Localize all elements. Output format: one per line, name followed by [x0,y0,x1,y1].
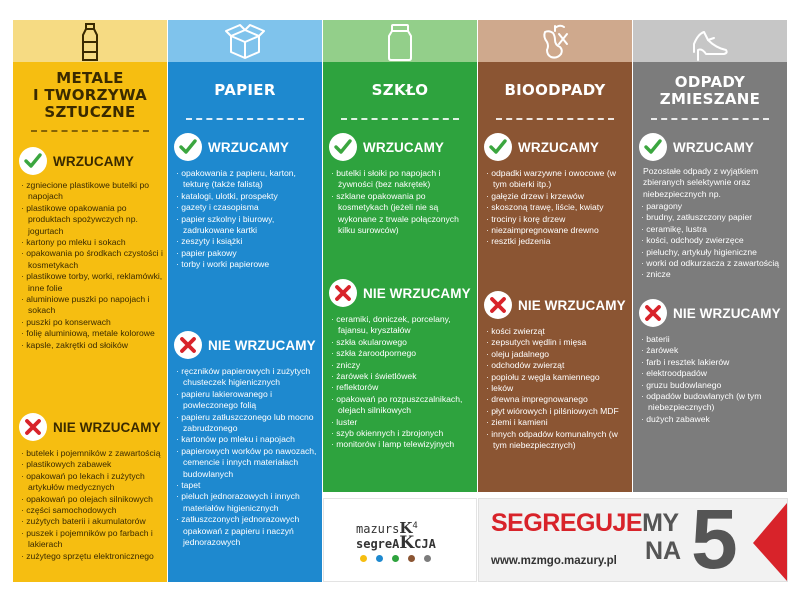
list-item: · papieru lakierowanego i powleczonego folią [176,389,318,412]
no-label: NIE WRZUCAMY [518,297,626,313]
yes-label: WRZUCAMY [53,153,135,169]
divider [186,118,304,120]
no-list [21,448,163,562]
no-label: NIE WRZUCAMY [673,305,781,321]
list-item: · luster [331,417,473,428]
yes-list [486,168,628,248]
list-item: · papierowych worków po nawozach, cemencie i innych materiałach budowlanych [176,446,318,480]
list-item: · znicze [641,269,783,280]
yes-list [641,201,783,281]
list-item: · opakowań po lekach i zużytych artykułów medycznych [21,471,163,494]
list-item: · katalogi, ulotki, prospekty [176,191,318,202]
list-item: · opakowań po olejach silnikowych [21,494,163,505]
list-item: · plastikowych zabawek [21,459,163,470]
checkmark-icon [329,133,357,161]
no-label: NIE WRZUCAMY [363,285,471,301]
yes-label: WRZUCAMY [673,139,755,155]
list-item: · żarówek [641,345,783,356]
yes-list [331,168,473,236]
list-item: · ceramiki, doniczek, porcelany, fajansu, kryształów [331,314,473,337]
list-item: · resztki jedzenia [486,236,628,247]
campaign-na: NA [645,537,682,565]
campaign-number-five: 5 [691,498,738,582]
list-item: · reflektorów [331,382,473,393]
list-item: · kości, odchody zwierzęce [641,235,783,246]
yes-header [174,132,289,162]
list-item: · monitorów i lamp telewizyjnych [331,439,473,450]
list-item: · gazety i czasopisma [176,202,318,213]
column-body [633,62,787,492]
no-list [641,334,783,425]
yellow-dot [360,555,367,562]
list-item: · ziemi i kamieni [486,417,628,428]
list-item: · kartonów po mleku i napojach [176,434,318,445]
title-line: I TWORZYWA [32,86,148,104]
list-item: · opakowania po środkach czystości i kosmetykach [21,248,163,271]
logo-dots [360,555,431,562]
list-item: · butelek i pojemników z zawartością [21,448,163,459]
list-item: · ręczników papierowych i zużytych chusteczek higienicznych [176,366,318,389]
column-szklo [323,20,477,492]
list-item: · popiołu z węgla kamiennego [486,372,628,383]
list-item: · opakowań po rozpuszczalnikach, olejach silnikowych [331,394,473,417]
checkmark-icon [639,133,667,161]
list-item: · leków [486,383,628,394]
list-item: · puszek i pojemników po farbach i lakierach [21,528,163,551]
list-item: · odchodów zwierząt [486,360,628,371]
list-item: · farb i resztek lakierów [641,357,783,368]
list-item: · szyb okiennych i zbrojonych [331,428,473,439]
campaign-url: www.mzmgo.mazury.pl [491,555,617,567]
title-line: ODPADY [674,73,746,91]
no-label: NIE WRZUCAMY [208,337,316,353]
logo-line2-end: CJA [414,537,436,551]
column-metale [13,20,167,582]
column-bioodpady [478,20,632,492]
mazurska-segregacja-logo [323,498,477,582]
list-item: · paragony [641,201,783,212]
red-x-icon [484,291,512,319]
no-header [484,290,626,320]
list-item: · skoszoną trawę, liście, kwiaty [486,202,628,213]
logo-line1: mazurs [356,522,400,536]
title-line: METALE [56,69,124,87]
logo-text [356,519,436,551]
title-line: BIOODPADY [504,81,606,99]
no-header [19,412,161,442]
campaign-title [491,509,679,537]
logo-line2-k: K [399,533,415,553]
list-item: · szkła żaroodpornego [331,348,473,359]
list-item: · oleju jadalnego [486,349,628,360]
list-item: · odpadów budowlanych (w tym niebezpiecznych) [641,391,783,414]
list-item: · kapsle, zakrętki od słoików [21,340,163,351]
list-item: · gruzu budowlanego [641,380,783,391]
no-header [639,298,781,328]
checkmark-icon [19,147,47,175]
column-tab [13,20,167,62]
column-title [13,70,167,121]
cardboard-box-icon [223,22,267,62]
column-tab [323,20,477,62]
list-item: · elektroodpadów [641,368,783,379]
column-body [323,62,477,492]
logo-line2: segreA [356,537,400,551]
title-line: ZMIESZANE [659,90,761,108]
list-item: · tapet [176,480,318,491]
list-item: · papieru zatłuszczonego lub mocno zabrudzonego [176,412,318,435]
yes-list [176,168,318,271]
red-x-icon [19,413,47,441]
campaign-title-red: SEGREGUJE [491,509,643,537]
intro-text: Pozostałe odpady z wyjątkiem zbieranych selektywnie oraz niebezpiecznych np. [643,166,759,199]
brown-dot [408,555,415,562]
yes-label: WRZUCAMY [518,139,600,155]
yes-label: WRZUCAMY [208,139,290,155]
list-item: · pieluchy, artykuły higieniczne [641,247,783,258]
title-line: PAPIER [214,81,276,99]
plastic-bottle-icon [68,22,112,62]
list-item: · zużytego sprzętu elektronicznego [21,551,163,562]
list-item: · płyt wiórowych i pilśniowych MDF [486,406,628,417]
list-item: · baterii [641,334,783,345]
list-item: · kości zwierząt [486,326,628,337]
column-body [168,62,322,582]
list-item: · drewna impregnowanego [486,394,628,405]
column-body [478,62,632,492]
logo-line1-k: K [399,519,413,537]
checkmark-icon [484,133,512,161]
high-heel-shoe-icon [688,22,732,62]
no-label: NIE WRZUCAMY [53,419,161,435]
column-title [633,74,787,108]
list-item: · plastikowe opakowania po produktach spożywczych np. jogurtach [21,203,163,237]
list-item: · innych odpadów komunalnych (w tym niebezpiecznych) [486,429,628,452]
list-item: · worki od odkurzacza z zawartością [641,258,783,269]
glass-jar-icon [378,22,422,62]
yes-header [484,132,599,162]
list-item: · zniczy [331,360,473,371]
column-title [478,82,632,99]
list-item: · papier szkolny i biurowy, zadrukowane kartki [176,214,318,237]
list-item: · niezaimpregnowane drewno [486,225,628,236]
red-arrow-icon [749,499,787,582]
list-item: · szklane opakowania po kosmetykach (jeżeli nie są wykonane z trwale połączonych kilku surowców) [331,191,473,237]
red-x-icon [639,299,667,327]
list-item: · aluminiowe puszki po napojach i sokach [21,294,163,317]
list-item: · papier pakowy [176,248,318,259]
list-item: · dużych zabawek [641,414,783,425]
list-item: · odpadki warzywne i owocowe (w tym obierki itp.) [486,168,628,191]
list-item: · torby i worki papierowe [176,259,318,270]
red-x-icon [174,331,202,359]
list-item: · szkła okularowego [331,337,473,348]
list-item: · żarówek i świetlówek [331,371,473,382]
campaign-title-my: MY [642,509,679,537]
list-item: · pieluch jednorazowych i innych materiałów higienicznych [176,491,318,514]
list-item: · zepsutych wędlin i mięsa [486,337,628,348]
yes-header [19,146,134,176]
yes-label: WRZUCAMY [363,139,445,155]
title-line: SZTUCZNE [44,103,136,121]
title-line: SZKŁO [371,81,429,99]
column-tab [633,20,787,62]
list-item: · zatłuszczonych jednorazowych opakowań z papieru i naczyń jednorazowych [176,514,318,548]
divider [651,118,769,120]
blue-dot [376,555,383,562]
list-item: · gałęzie drzew i krzewów [486,191,628,202]
yes-list [21,180,163,351]
logo-line1-4: 4 [412,521,418,531]
no-header [329,278,471,308]
list-item: · części samochodowych [21,505,163,516]
list-item: · puszki po konserwach [21,317,163,328]
green-dot [392,555,399,562]
column-body [13,62,167,582]
no-list [176,366,318,549]
list-item: · zeszyty i książki [176,236,318,247]
list-item: · ceramikę, lustra [641,224,783,235]
apple-core-icon [533,22,577,62]
list-item: · trociny i korę drzew [486,214,628,225]
no-list [331,314,473,451]
list-item: · folię aluminiową, metale kolorowe [21,328,163,339]
list-item: · opakowania z papieru, karton, tekturę (także falistą) [176,168,318,191]
checkmark-icon [174,133,202,161]
column-tab [478,20,632,62]
list-item: · zgniecione plastikowe butelki po napojach [21,180,163,203]
list-item: · zużytych baterii i akumulatorów [21,516,163,527]
divider [496,118,614,120]
yes-header [329,132,444,162]
list-item: · plastikowe torby, worki, reklamówki, inne folie [21,271,163,294]
list-item: · kartony po mleku i sokach [21,237,163,248]
no-header [174,330,316,360]
column-tab [168,20,322,62]
campaign-banner [478,498,788,582]
red-x-icon [329,279,357,307]
column-zmieszane [633,20,787,492]
column-title [323,82,477,99]
list-item: · butelki i słoiki po napojach i żywności (bez nakrętek) [331,168,473,191]
grey-dot [424,555,431,562]
column-papier [168,20,322,582]
no-list [486,326,628,451]
list-item: · brudny, zatłuszczony papier [641,212,783,223]
yes-header [639,132,754,162]
divider [31,130,149,132]
column-title [168,82,322,99]
divider [341,118,459,120]
